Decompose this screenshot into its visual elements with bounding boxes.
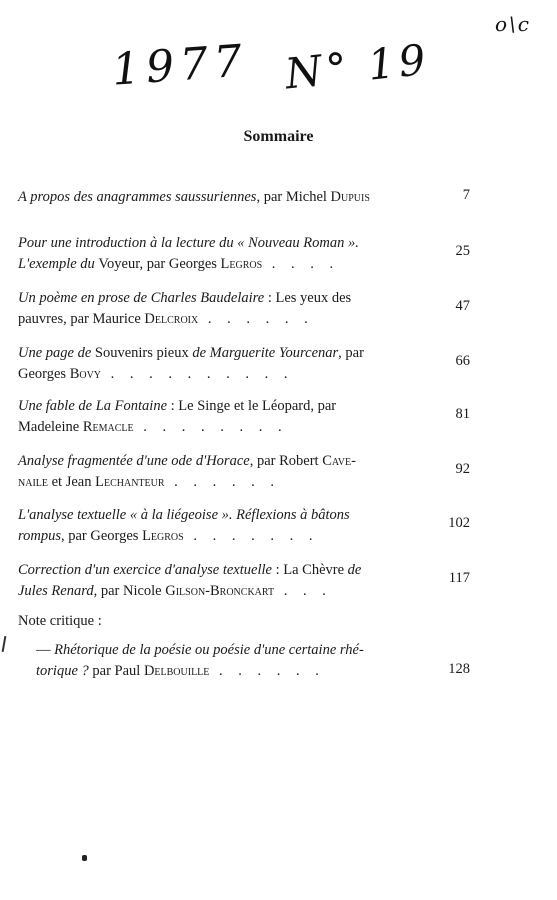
entry-text-segment: de <box>347 562 362 578</box>
entry-text-segment: : La Chèvre <box>271 562 348 578</box>
entry-text-segment: Un poème en prose de Charles Baudelaire <box>18 290 265 306</box>
page-number: 102 <box>448 515 470 531</box>
page-number: 81 <box>455 406 470 422</box>
entry-line-2 <box>18 526 478 547</box>
entry-line-2 <box>36 661 476 682</box>
entry-text-segment: par Paul <box>88 663 144 679</box>
entry-text-segment: A propos des anagrammes saussuriennes <box>18 189 257 205</box>
ink-dot <box>82 855 87 861</box>
entry-line-1 <box>18 233 478 254</box>
entry-line-1 <box>36 640 476 661</box>
toc-entry <box>18 187 478 208</box>
entry-line-1 <box>18 343 478 364</box>
entry-line-1 <box>18 396 478 417</box>
entry-text-segment: Rhétorique de la poésie ou poésie d'une certaine rhé- <box>54 642 364 658</box>
dot-leader: . . . . . . <box>164 474 281 490</box>
entry-text-segment: Une fable de La Fontaine <box>18 398 168 414</box>
handwritten-corner-mark: o\c <box>495 12 531 36</box>
dot-leader: . . . . . . . . <box>133 419 288 435</box>
toc-entry <box>18 505 478 547</box>
dot-leader: . . . . . . <box>209 663 325 679</box>
entry-text-segment: Legros <box>142 528 184 544</box>
entry-text-segment: Legros <box>220 256 263 272</box>
entry-line-2 <box>18 417 478 438</box>
entry-text-segment: : Les yeux des <box>264 290 352 306</box>
entry-line-1 <box>18 187 478 208</box>
entry-text-segment: Correction d'un exercice d'analyse textuelle <box>18 562 272 578</box>
entry-line-1 <box>18 505 478 526</box>
entry-line-2 <box>18 364 478 385</box>
entry-line-1 <box>18 451 478 472</box>
entry-text-segment: Bovy <box>69 366 102 382</box>
dot-leader: . . . . . . . . . . <box>101 366 294 382</box>
entry-text-segment: Delbouille <box>143 663 210 679</box>
entry-text-segment: , par Georges <box>60 528 143 544</box>
entry-text-segment: Madeleine <box>18 419 83 435</box>
toc-entry <box>18 451 478 493</box>
note-critique-label: Note critique : <box>18 613 102 629</box>
page-title: Sommaire <box>243 128 314 145</box>
entry-text-segment: — <box>36 642 55 658</box>
dot-leader: . . . . . . . <box>183 528 319 544</box>
entry-line-2 <box>18 581 478 602</box>
toc-entry <box>18 396 478 438</box>
entry-text-segment: L'analyse textuelle « à la liégeoise ». Réflexions à bâtons <box>18 507 350 523</box>
page-number: 66 <box>455 353 470 369</box>
dot-leader: . . . . . . <box>198 311 314 327</box>
entry-text-segment: Lechanteur <box>95 474 165 490</box>
toc-entry <box>18 560 478 602</box>
toc-entry <box>18 288 478 330</box>
entry-text-segment: , par Nicole <box>93 583 166 599</box>
toc-entry <box>18 233 478 275</box>
entry-text-segment: , par <box>338 345 364 361</box>
toc-entry <box>18 343 478 385</box>
toc-entry <box>36 640 476 682</box>
entry-line-2 <box>18 254 478 275</box>
entry-text-segment: rompus <box>18 528 61 544</box>
margin-mark <box>2 636 7 652</box>
entry-text-segment: Gilson-Bronckart <box>165 583 275 599</box>
page-number: 7 <box>462 187 470 203</box>
entry-line-2 <box>18 309 478 330</box>
entry-text-segment: Cave- <box>322 453 356 469</box>
entry-text-segment: Voyeur, par Georges <box>98 256 221 272</box>
handwritten-year: 1977 <box>110 35 250 96</box>
dot-leader: . . . <box>274 583 332 599</box>
page-number: 92 <box>455 461 470 477</box>
entry-line-1 <box>18 288 478 309</box>
entry-text-segment: et Jean <box>48 474 96 490</box>
entry-text-segment: Analyse fragmentée d'une ode d'Horace <box>18 453 250 469</box>
entry-text-segment: : Le Singe et le Léopard, par <box>167 398 337 414</box>
entry-text-segment: Souvenirs pieux <box>94 345 193 361</box>
entry-text-segment: Remacle <box>82 419 134 435</box>
entry-text-segment: L'exemple du <box>18 256 99 272</box>
page-number: 128 <box>448 661 470 677</box>
entry-text-segment: de Marguerite Yourcenar <box>192 345 339 361</box>
entry-text-segment: pauvres, par Maurice <box>18 311 145 327</box>
entry-text-segment: torique ? <box>36 663 89 679</box>
entry-line-2 <box>18 472 478 493</box>
entry-text-segment: Delcroix <box>144 311 199 327</box>
page-number: 25 <box>455 243 470 259</box>
entry-text-segment: Georges <box>18 366 70 382</box>
entry-text-segment: Pour une introduction à la lecture du « Nouveau Roman ». <box>18 235 359 251</box>
entry-text-segment: , par Robert <box>249 453 323 469</box>
entry-text-segment: Dupuis <box>330 189 370 205</box>
page-number: 117 <box>448 570 470 586</box>
entry-text-segment: , par Michel <box>256 189 331 205</box>
entry-text-segment: Jules Renard <box>18 583 94 599</box>
page-number: 47 <box>455 298 470 314</box>
entry-line-1 <box>18 560 478 581</box>
dot-leader: . . . . <box>262 256 340 272</box>
entry-text-segment: naile <box>18 474 48 490</box>
entry-text-segment: Une page de <box>18 345 95 361</box>
handwritten-issue-number: N° 19 <box>282 34 432 99</box>
